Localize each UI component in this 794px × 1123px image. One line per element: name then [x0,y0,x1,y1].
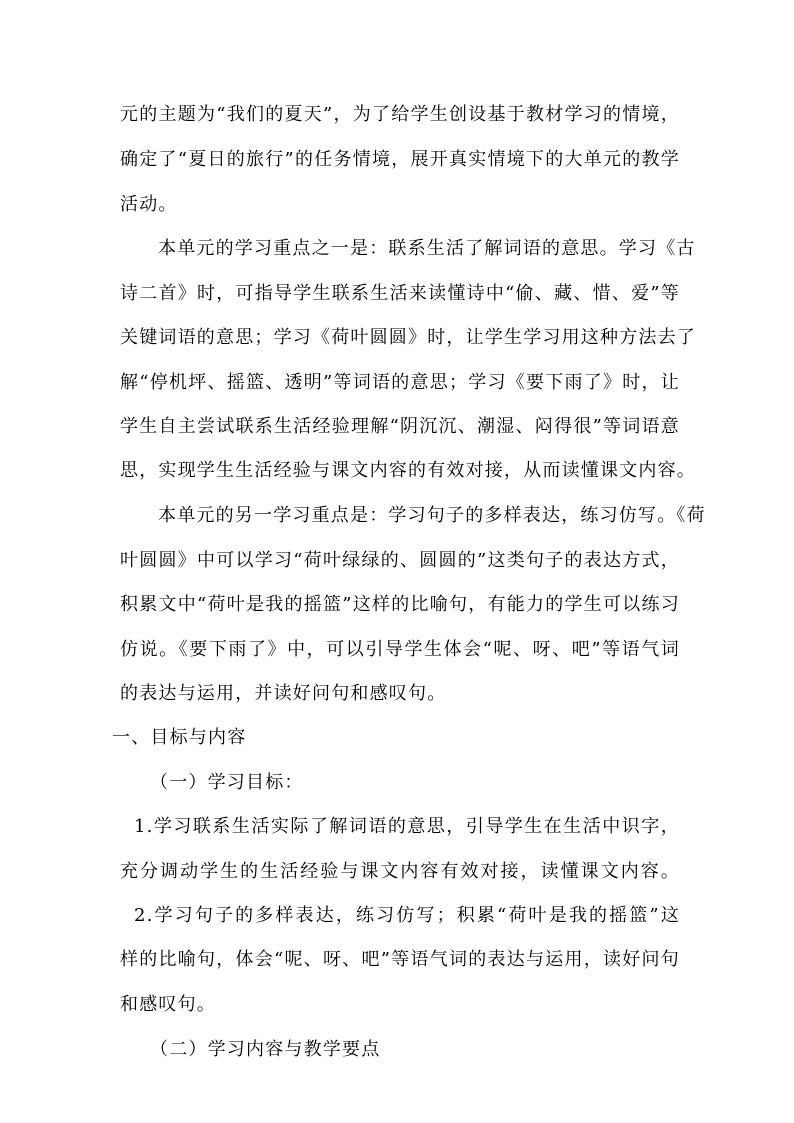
body-text-line: 确定了“夏日的旅行”的任务情境，展开真实情境下的大单元的教学 [120,149,680,170]
goal-text-line: 样的比喻句，体会“呢、呀、吧”等语气词的表达与运用，读好问句 [120,949,680,970]
body-text-line: 思，实现学生生活经验与课文内容的有效对接，从而读懂课文内容。 [120,460,696,481]
body-text-line: 诗二首》时，可指导学生联系生活来读懂诗中“偷、藏、惜、爱”等 [120,283,680,304]
body-text-line: 的表达与运用，并读好问句和感叹句。 [120,683,447,704]
subsection-heading: （一）学习目标： [150,772,304,793]
goal-text-line: 充分调动学生的生活经验与课文内容有效对接，读懂课文内容。 [120,861,680,882]
body-text-line: 本单元的学习重点之一是：联系生活了解词语的意思。学习《古 [158,238,696,259]
goal-text-line: 1.学习联系生活实际了解词语的意思，引导学生在生活中识字， [134,816,680,837]
body-text-line: 学生自主尝试联系生活经验理解“阴沉沉、潮湿、闷得很”等词语意 [120,416,680,437]
body-text-line: 活动。 [120,194,178,215]
goal-text-line: 和感叹句。 [120,994,216,1015]
body-text-line: 叶圆圆》中可以学习“荷叶绿绿的、圆圆的”这类句子的表达方式， [120,550,680,571]
body-text-line: 仿说。《要下雨了》中，可以引导学生体会“呢、呀、吧”等语气词 [120,639,680,660]
body-text-line: 积累文中“荷叶是我的摇篮”这样的比喻句，有能力的学生可以练习 [120,594,680,615]
body-text-line: 本单元的另一学习重点是：学习句子的多样表达，练习仿写。《荷 [158,505,706,526]
body-text-line: 元的主题为“我们的夏天”，为了给学生创设基于教材学习的情境， [120,104,680,125]
body-text-line: 关键词语的意思；学习《荷叶圆圆》时，让学生学习用这种方法去了 [120,327,696,348]
subsection-heading: （二）学习内容与教学要点 [150,1039,381,1060]
body-text-line: 解“停机坪、摇篮、透明”等词语的意思；学习《要下雨了》时，让 [120,372,680,393]
section-heading: 一、目标与内容 [112,727,247,748]
goal-text-line: 2.学习句子的多样表达，练习仿写；积累“荷叶是我的摇篮”这 [134,905,680,926]
